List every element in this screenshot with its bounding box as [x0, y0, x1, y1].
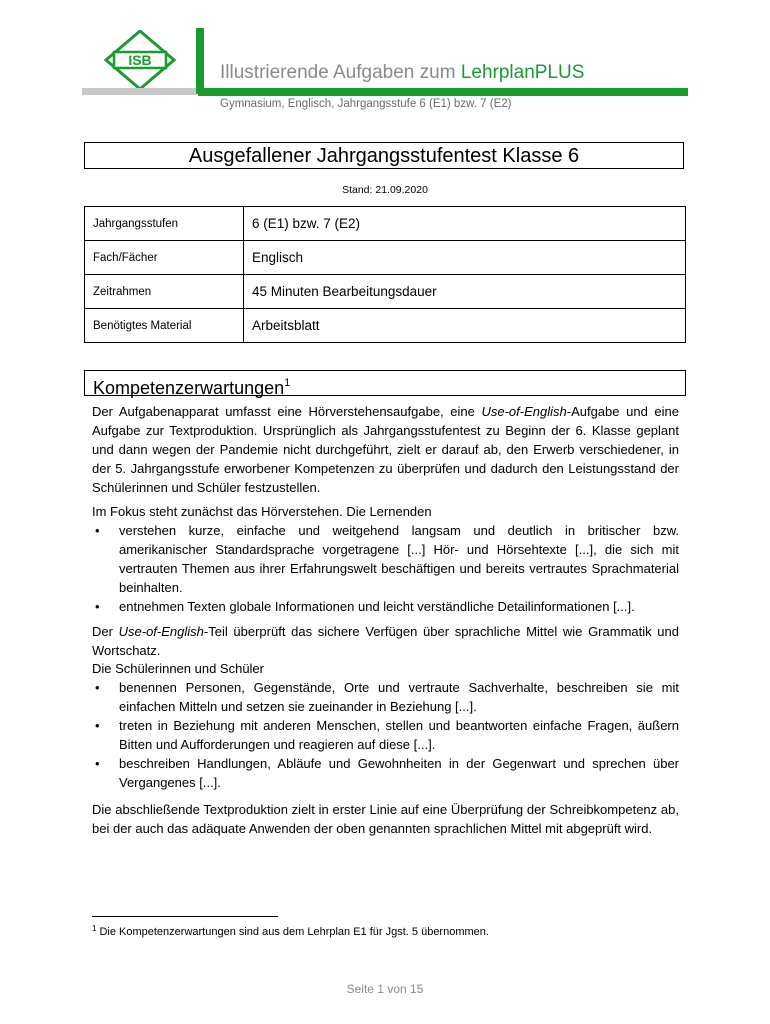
header-title-highlight: LehrplanPLUS: [460, 62, 585, 83]
paragraph-listening: Im Fokus steht zunächst das Hörverstehen. Die Lernenden: [92, 504, 432, 519]
info-value: 45 Minuten Bearbeitungsdauer: [244, 275, 686, 309]
list-item: [92, 597, 679, 616]
table-row: [85, 275, 686, 309]
info-value: 6 (E1) bzw. 7 (E2): [244, 207, 686, 241]
header-title-prefix: Illustrierende Aufgaben zum: [220, 62, 461, 83]
document-title: Ausgefallener Jahrgangsstufentest Klasse 6: [84, 142, 684, 169]
bullet-list-listening: [92, 521, 679, 616]
footnote-text: Die Kompetenzerwartungen sind aus dem Lehrplan E1 für Jgst. 5 übernommen.: [99, 926, 489, 938]
list-item: [92, 754, 679, 792]
header-accent-bar-vertical: [196, 28, 204, 94]
info-value: Englisch: [244, 241, 686, 275]
info-key: Zeitrahmen: [85, 275, 244, 309]
text-run: -Teil überprüft das sichere Verfügen über sprachliche Mittel wie Grammatik und Wortschatz.: [92, 624, 679, 658]
section-heading: [84, 370, 686, 396]
bullet-icon: •: [95, 599, 100, 614]
list-item-text: entnehmen Texten globale Informationen und leicht verständliche Detailinformationen [...].: [119, 599, 635, 614]
info-value: Arbeitsblatt: [244, 309, 686, 343]
list-item-text: verstehen kurze, einfache und weitgehend langsam und deutlich in britischer bzw. amerikanischer Standardsprache vorgetragene [...] Hör- und Hörsehtexte [...], die sich mit vertrauten Themen aus ihrer Erfahrungswelt beschäftigen und bereits vertrautes Sprachmaterial beinhalten.: [119, 523, 679, 595]
page-number: Seite 1 von 15: [346, 982, 424, 996]
text-run: -Aufgabe und eine Aufgabe zur Textproduktion. Ursprünglich als Jahrgangsstufentest zu Beginn der 6. Klasse geplant und dann wegen der Pandemie nicht durchgeführt, zielt er darauf ab, den Erwerb verschiedener, in der 5. Jahrgangsstufe erworbener Kompetenzen zu überprüfen und dadurch den Leistungsstand der Schülerinnen und Schüler festzustellen.: [92, 404, 679, 495]
footnote-mark: 1: [92, 924, 97, 933]
table-row: [85, 241, 686, 275]
stand-date: Stand: 21.09.2020: [342, 184, 428, 196]
list-item: [92, 521, 679, 597]
header-accent-bar-horizontal: [198, 88, 688, 96]
list-item: [92, 678, 679, 716]
text-run: Der: [92, 624, 119, 639]
emphasis-text: Use-of-English: [481, 404, 567, 419]
bullet-icon: •: [95, 756, 100, 771]
bullet-list-use-of-english: [92, 678, 679, 792]
info-key: Fach/Fächer: [85, 241, 244, 275]
paragraph-intro: [92, 402, 679, 497]
footnote-reference: 1: [284, 377, 291, 389]
header-gray-bar: [82, 88, 196, 95]
text-run: Der Aufgabenapparat umfasst eine Hörverstehensaufgabe, eine: [92, 404, 482, 419]
table-row: [85, 207, 686, 241]
svg-text:ISB: ISB: [128, 52, 152, 68]
list-item-text: benennen Personen, Gegenstände, Orte und vertraute Sachverhalte, beschreiben sie mit einfachen Mitteln und setzen sie zueinander in Beziehung [...].: [119, 680, 679, 714]
emphasis-text: Use-of-English: [118, 624, 204, 639]
table-row: [85, 309, 686, 343]
header-subtitle: Gymnasium, Englisch, Jahrgangsstufe 6 (E1) bzw. 7 (E2): [220, 98, 512, 110]
footnote-divider: [92, 916, 278, 917]
list-item-text: beschreiben Handlungen, Abläufe und Gewohnheiten in der Gegenwart und sprechen über Vergangenes [...].: [119, 756, 679, 790]
bullet-icon: •: [95, 718, 100, 733]
bullet-icon: •: [95, 523, 100, 538]
isb-logo: [104, 30, 176, 90]
paragraph-text-production: Die abschließende Textproduktion zielt in erster Linie auf eine Überprüfung der Schreibkompetenz ab, bei der auch das adäquate Anwenden der oben genannten sprachlichen Mittel mit abgeprüft wird.: [92, 802, 679, 836]
info-key: Benötigtes Material: [85, 309, 244, 343]
bullet-icon: •: [95, 680, 100, 695]
header-title: [220, 62, 584, 84]
info-key: Jahrgangsstufen: [85, 207, 244, 241]
footnote: [92, 924, 489, 938]
section-heading-text: Kompetenzerwartungen: [93, 378, 285, 398]
paragraph-students: Die Schülerinnen und Schüler: [92, 661, 264, 676]
paragraph-use-of-english: [92, 622, 679, 660]
list-item-text: treten in Beziehung mit anderen Menschen, stellen und beantworten einfache Fragen, äußern Bitten und Aufforderungen und reagieren auf diese [...].: [119, 718, 679, 752]
info-table: [84, 206, 686, 343]
list-item: [92, 716, 679, 754]
